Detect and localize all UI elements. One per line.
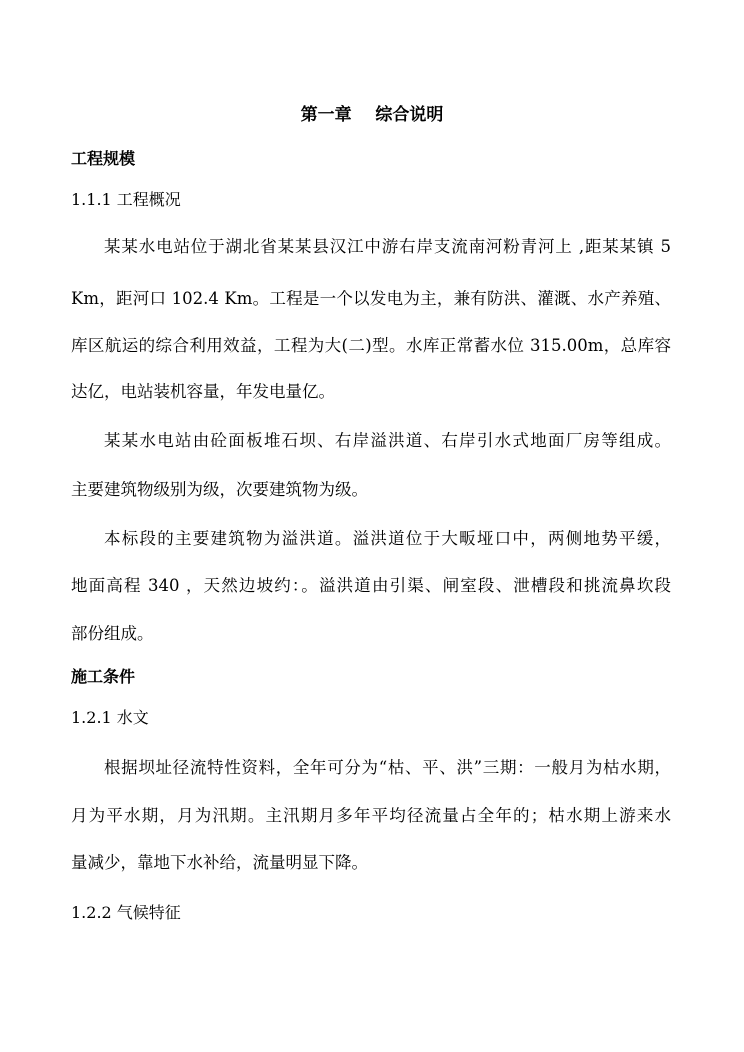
paragraph-line: 库区航运的综合利用效益，工程为大(二)型。水库正常蓄水位 315.00m，总库容 xyxy=(71,336,671,355)
paragraph-line: 主要建筑物级别为级，次要建筑物为级。 xyxy=(71,480,368,499)
section-heading-construction-conditions: 施工条件 xyxy=(71,667,136,686)
paragraph-line: 某某水电站由砼面板堆石坝、右岸溢洪道、右岸引水式地面厂房等组成。 xyxy=(104,431,671,450)
paragraph-line: 量减少，靠地下水补给，流量明显下降。 xyxy=(71,853,368,872)
subsection-heading-hydrology: 1.2.1 水文 xyxy=(71,708,149,727)
paragraph-line: 本标段的主要建筑物为溢洪道。溢洪道位于大畈垭口中，两侧地势平缓， xyxy=(104,529,671,548)
subsection-heading-climate: 1.2.2 气候特征 xyxy=(71,903,181,922)
paragraph-line: Km，距河口 102.4 Km。工程是一个以发电为主，兼有防洪、灌溉、水产养殖、 xyxy=(71,289,671,308)
paragraph-line: 达亿，电站装机容量，年发电量亿。 xyxy=(71,382,335,401)
section-heading-project-scale: 工程规模 xyxy=(71,149,136,168)
paragraph-line: 月为平水期，月为汛期。主汛期月多年平均径流量占全年的；枯水期上游来水 xyxy=(71,806,671,825)
paragraph-line: 根据坝址径流特性资料，全年可分为“枯、平、洪”三期：一般月为枯水期， xyxy=(104,758,671,777)
paragraph-line: 某某水电站位于湖北省某某县汉江中游右岸支流南河粉青河上 ,距某某镇 5 xyxy=(104,237,671,256)
paragraph-line: 部份组成。 xyxy=(71,624,154,643)
chapter-title: 第一章 综合说明 xyxy=(300,105,444,125)
paragraph-line: 地面高程 340 ，天然边坡约：。溢洪道由引渠、闸室段、泄槽段和挑流鼻坎段 xyxy=(71,576,671,595)
subsection-heading-project-overview: 1.1.1 工程概况 xyxy=(71,190,181,209)
